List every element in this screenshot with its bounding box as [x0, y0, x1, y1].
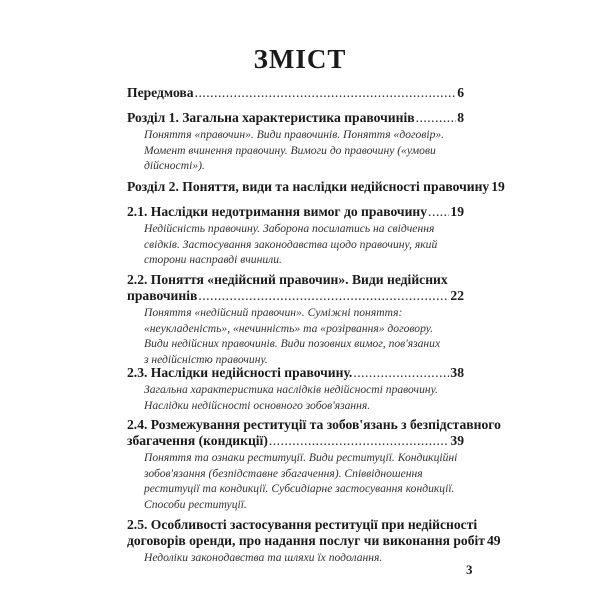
toc-entry-heading	[127, 365, 464, 381]
description-line: Поняття «недійсний правочин». Суміжні поняття:	[144, 306, 403, 319]
toc-entry-title: 2.2. Поняття «недійсний правочин». Види недійсних	[127, 272, 448, 287]
toc-entry-heading	[127, 85, 464, 101]
description-line: Поняття «правочин». Види правочинів. Поняття «договір».	[144, 128, 445, 141]
toc-entry-title: збагачення (кондикції)	[127, 433, 268, 448]
dot-leader	[428, 204, 449, 220]
dot-leader	[198, 288, 449, 304]
description-line: реституції та кондикції. Субсидіарне застосування кондикції.	[144, 482, 455, 496]
toc-entry[interactable]	[127, 417, 501, 512]
toc-entry-page: 19	[450, 204, 464, 219]
toc-entry-page: 38	[450, 365, 464, 380]
toc-entry-title: 2.3. Наслідки недійсності правочину.	[127, 365, 353, 380]
toc-entry[interactable]	[127, 517, 501, 566]
dot-leader	[195, 85, 457, 101]
dot-leader	[269, 433, 450, 449]
toc-entry-title: Передмова	[127, 85, 194, 100]
toc-entry-heading	[127, 272, 464, 304]
toc-entry-description	[127, 126, 464, 174]
description-line: зобов'язання (безпідставне збагачення). Співвідношення	[144, 466, 423, 480]
toc-entry-heading	[127, 417, 501, 449]
dot-leader	[416, 110, 457, 126]
page-number: 3	[466, 562, 473, 577]
toc-entry[interactable]	[127, 110, 464, 174]
toc-entry-page: 6	[457, 85, 464, 100]
toc-entry-description	[127, 381, 464, 413]
toc-entry[interactable]	[127, 365, 464, 413]
description-line: Недійсність правочину. Заборона посилатись на свідчення	[144, 222, 435, 235]
description-line: Недоліки законодавства та шляхи їх подолання.	[144, 551, 383, 564]
toc-entry-page: 8	[457, 110, 464, 125]
toc-entry-heading	[127, 204, 464, 220]
toc-entry-heading	[127, 517, 501, 549]
description-line: дійсності»).	[144, 159, 205, 173]
toc-entry-page: 22	[450, 288, 464, 303]
toc-entry-description	[127, 549, 464, 566]
toc-entry-title: 2.5. Особливості застосування реституції при недійсності	[127, 517, 478, 532]
description-line: сторони насправді вчинили.	[144, 253, 282, 267]
toc-entry-description	[127, 304, 464, 367]
toc-entry-page: 19	[491, 179, 505, 194]
description-line: Види недійсних правочинів. Види позовних вимог, пов'язаних	[144, 337, 441, 351]
toc-entry[interactable]	[127, 85, 464, 101]
description-line: свідків. Застосування законодавства щодо правочину, який	[144, 237, 438, 251]
toc-entry-title: договорів оренди, про надання послуг чи виконання робіт	[127, 533, 485, 548]
toc-entry-title: правочинів	[127, 288, 198, 303]
toc-entry-page: 39	[450, 433, 464, 448]
toc-entry[interactable]	[127, 272, 464, 367]
toc-entry-description	[127, 449, 464, 512]
toc-entry[interactable]	[127, 204, 464, 268]
description-line: «неукладеність», «нечинність» та «розірвання» договору.	[144, 321, 434, 335]
toc-entry-page: 49	[486, 533, 501, 548]
description-line: Наслідки недійсності основного зобов'язання.	[144, 398, 371, 412]
toc-entry-description	[127, 220, 464, 268]
dot-leader	[353, 365, 449, 381]
toc-entry-title: 2.4. Розмежування реституції та зобов'язань з безпідставного	[127, 417, 501, 432]
description-line: Момент вчинення правочину. Вимоги до правочину («умови	[144, 143, 436, 157]
description-line: з недійсністю правочину.	[144, 352, 268, 366]
toc-entry[interactable]	[127, 179, 505, 195]
description-line: Загальна характеристика наслідків недійсності правочину.	[144, 383, 438, 396]
toc-entry-heading	[127, 179, 505, 195]
toc-entry-title: Розділ 1. Загальна характеристика правочинів	[127, 110, 415, 125]
toc-entry-title: 2.1. Наслідки недотримання вимог до правочину	[127, 204, 428, 219]
toc-entry-title: Розділ 2. Поняття, види та наслідки недійсності правочину	[127, 179, 490, 194]
description-line: Способи реституції.	[144, 497, 247, 511]
description-line: Поняття та ознаки реституції. Види реституції. Кондикційні	[144, 451, 458, 464]
page-title: ЗМІСТ	[253, 44, 347, 74]
toc-entry-heading	[127, 110, 464, 126]
